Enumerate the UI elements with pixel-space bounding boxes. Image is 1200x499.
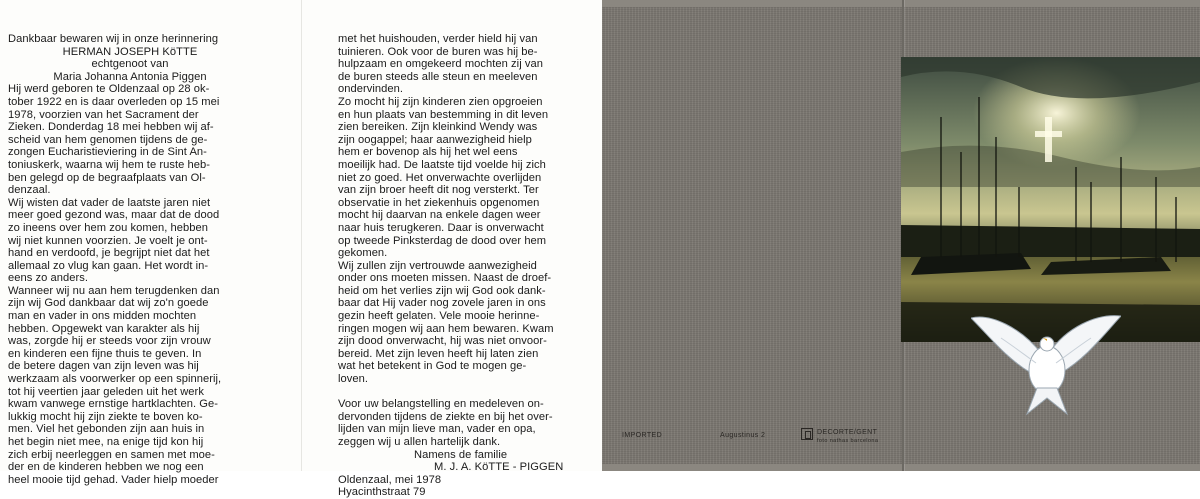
text-line: en kinderen een fijne thuis te geven. In <box>8 347 202 360</box>
text-line: van zijn broer heeft dit nog versterkt. Ter <box>338 184 539 197</box>
text-line: niet zo goed. Het onverwachte overlijden <box>338 171 542 184</box>
text-line: de buren steeds alle steun en meeleven <box>338 70 538 83</box>
text-line: heel mooie tijd gehad. Vader hielp moeder <box>8 473 219 486</box>
blank-line <box>338 386 588 399</box>
text-line: men. Viel het gebonden zijn aan huis in <box>8 423 205 436</box>
text-line: Wij zullen zijn vertrouwde aanwezigheid <box>338 259 537 272</box>
text-line: Zieken. Donderdag 18 mei hebben wij af- <box>8 121 214 134</box>
text-line: gekomen. <box>338 247 388 260</box>
text-line: met het huishouden, verder hield hij van <box>338 33 538 45</box>
text-line: allemaal zo vlug kan gaan. Het wordt in- <box>8 259 209 272</box>
text-line: het begin niet mee, na enige tijd kon hij <box>8 436 204 448</box>
imprint-imported: IMPORTED <box>622 432 663 439</box>
text-line: Wanneer wij nu aan hem terugdenken dan <box>8 284 220 297</box>
text-line: werkzaam als voorwerker op een spinnerij, <box>8 373 222 386</box>
text-line: zo ineens over hem zou komen, hebben <box>8 221 208 234</box>
text-line: hand en verdoofd, je begrijpt niet dat het <box>8 247 210 260</box>
intro-line: Dankbaar bewaren wij in onze herinnering <box>8 33 219 45</box>
text-line: Voor uw belangstelling en medeleven on- <box>338 398 544 411</box>
text-line: wat het betekent in God te mogen ge- <box>338 360 527 373</box>
text-line: hebben. Opgewekt van karakter als hij <box>8 322 200 335</box>
text-line: 1978, voorzien van het Sacrament der <box>8 108 199 121</box>
text-line: Hij werd geboren te Oldenzaal op 28 ok- <box>8 83 210 96</box>
text-line: meer goed gezond was, maar dat de dood <box>8 209 220 222</box>
text-line: lijden van mijn lieve man, vader en opa, <box>338 423 536 436</box>
text-line: en hun plaats van bestemming in dit leven <box>338 108 549 121</box>
text-line: der en de kinderen hebben we nog een <box>8 461 204 474</box>
text-line: ondervinden. <box>338 83 404 96</box>
right-text-column <box>338 33 588 499</box>
text-line: man en vader in ons midden mochten <box>8 310 197 323</box>
text-line: eens zo anders. <box>8 272 89 285</box>
text-line: was, zorgde hij er steeds voor zijn vrouw <box>8 335 211 348</box>
text-line: lukkig mocht hij zijn ziekte te boven ko- <box>8 410 203 423</box>
deceased-name: HERMAN JOSEPH KöTTE <box>62 45 198 58</box>
text-line: dervonden tijdens de ziekte en bij het over- <box>338 410 553 423</box>
text-line: zijn dood onverwacht, hij was niet onvoor- <box>338 335 547 348</box>
publisher-logo-icon <box>801 428 813 440</box>
left-text-column <box>8 33 296 486</box>
text-line: moeilijk had. De laatste tijd voelde hij zich <box>338 158 546 171</box>
text-line: onder ons moeten missen. Naast de droef- <box>338 272 552 285</box>
cover-top-edge <box>602 0 1200 7</box>
text-line: hulpzaam en omgekeerd mochten zij van <box>338 58 543 71</box>
text-line: scheid van hem genomen tijdens de ge- <box>8 133 208 146</box>
page-fold <box>301 0 302 471</box>
text-line: hem er bovenop als hij het wel eens <box>338 146 518 159</box>
text-line: kwam vanwege ernstige hartklachten. Ge- <box>8 398 219 411</box>
imprint-series: Augustinus 2 <box>720 432 766 439</box>
text-line: heid om het verlies zijn wij God ook dank- <box>338 284 546 297</box>
text-line: ben gelegd op de begraafplaats van Ol- <box>8 171 206 184</box>
text-line: denzaal. <box>8 184 51 197</box>
card-cover <box>602 0 1200 471</box>
text-line: zeggen wij u allen hartelijk dank. <box>338 436 501 448</box>
text-line: observatie in het ziekenhuis opgenomen <box>338 196 540 209</box>
text-line: ringen mogen wij aan hem bewaren. Kwam <box>338 322 554 335</box>
text-line: tober 1922 en is daar overleden op 15 mei <box>8 95 220 108</box>
family-name: M. J. A. KöTTE - PIGGEN <box>434 461 564 474</box>
text-line: wij niet kunnen voorzien. Je voelt je ont- <box>8 234 208 247</box>
place-date: Oldenzaal, mei 1978 <box>338 473 442 486</box>
text-line: zijn oogappel; haar aanwezigheid hielp <box>338 133 532 146</box>
text-line: zich erbij neerleggen en samen met moe- <box>8 448 215 461</box>
imprint-publisher: DECORTE/GENT <box>817 429 878 436</box>
spouse-relation: echtgenoot van <box>91 58 169 71</box>
address: Hyacinthstraat 79 <box>338 486 426 499</box>
family-label: Namens de familie <box>414 448 508 461</box>
text-line: Wij wisten dat vader de laatste jaren niet <box>8 196 211 209</box>
text-line: gezin heeft gelaten. Vele mooie herinne- <box>338 310 540 323</box>
cover-bottom-edge <box>602 464 1200 471</box>
text-line: toniuskerk, waarna wij hem te ruste heb- <box>8 158 211 171</box>
text-line: zijn wij God dankbaar dat wij zo'n goede <box>8 297 209 310</box>
text-line: zien bereiken. Zijn kleinkind Wendy was <box>338 121 538 134</box>
text-line: loven. <box>338 373 369 386</box>
spouse-name: Maria Johanna Antonia Piggen <box>53 70 207 83</box>
text-line: naar huis terugkeren. Daar is onverwacht <box>338 221 544 234</box>
text-line: bereid. Met zijn leven heeft hij laten zien <box>338 347 539 360</box>
text-line: op tweede Pinksterdag de dood over hem <box>338 234 547 247</box>
text-line: baar dat Hij vader nog zovele jaren in ons <box>338 297 546 310</box>
text-line: zongen Eucharistieviering in de Sint An- <box>8 146 207 159</box>
text-line: tuinieren. Ook voor de buren was hij be- <box>338 45 538 58</box>
dove-icon <box>971 298 1121 416</box>
text-line: mocht hij daarvan na enkele dagen weer <box>338 209 541 222</box>
imprint-photo-credit: foto nathas barcelona <box>817 438 879 444</box>
text-line: de betere dagen van zijn leven was hij <box>8 360 199 373</box>
text-line: Zo mocht hij zijn kinderen zien opgroeien <box>338 95 543 108</box>
text-line: tot hij veertien jaar geleden uit het werk <box>8 385 204 398</box>
